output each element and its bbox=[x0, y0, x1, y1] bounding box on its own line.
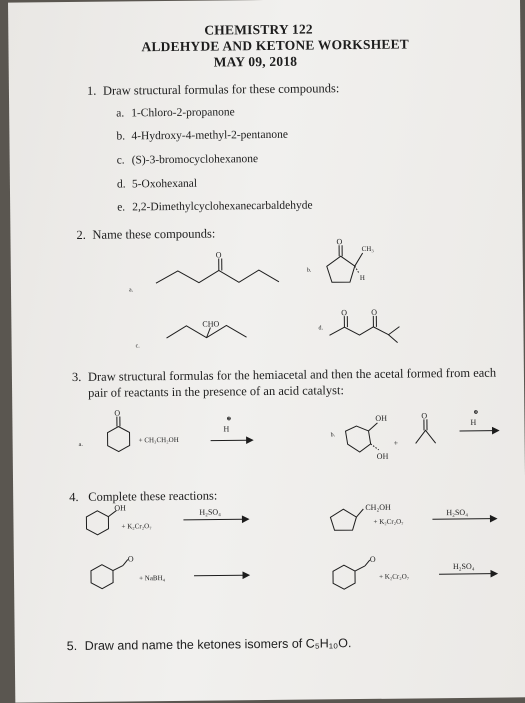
q1-item-text: (S)-3-bromocyclohexanone bbox=[132, 153, 259, 166]
q4-r4-arrow bbox=[439, 571, 497, 578]
q5-number: 5. bbox=[67, 639, 78, 653]
q3a-arrow bbox=[211, 437, 253, 443]
q4-r4-cyclohexane-structure bbox=[333, 560, 370, 589]
q2-number: 2. bbox=[76, 228, 86, 243]
q1-item-label: e. bbox=[117, 201, 125, 213]
q4-r1-acid: H₂SO₄ bbox=[199, 507, 221, 516]
q1-item-text: 5-Oxohexanal bbox=[132, 178, 197, 191]
q2c-aldehyde-group: CHO bbox=[202, 319, 219, 328]
q4-r4-acid: H₂SO₄ bbox=[453, 562, 475, 571]
worksheet-date: MAY 09, 2018 bbox=[214, 54, 298, 71]
q1-item-label: c. bbox=[117, 154, 125, 166]
q3b-diol-structure bbox=[345, 423, 378, 452]
q1-number: 1. bbox=[87, 84, 97, 99]
q3b-oxygen: O bbox=[421, 411, 427, 420]
q1-item-label: a. bbox=[116, 107, 124, 119]
course-title: CHEMISTRY 122 bbox=[204, 21, 313, 38]
q2a-oxygen: O bbox=[216, 250, 222, 259]
q2d-oxygen-2: O bbox=[371, 308, 377, 317]
q4-r2-acid: H₂SO₄ bbox=[446, 508, 468, 517]
q2a-ketone-structure bbox=[156, 258, 279, 283]
q3b-charge: ⊕ bbox=[473, 410, 478, 416]
q3-prompt-line1: Draw structural formulas for the hemiacetal and then the acetal formed from each bbox=[88, 366, 496, 385]
q3b-label: b. bbox=[331, 432, 336, 438]
q3-number: 3. bbox=[72, 370, 82, 385]
worksheet-title: ALDEHYDE AND KETONE WORKSHEET bbox=[141, 36, 409, 55]
q2b-methyl: CH₃ bbox=[362, 245, 375, 253]
q4-r4-oxygen: O bbox=[370, 555, 376, 564]
q4-r2-reagent: + K₂Cr₂O₇ bbox=[373, 518, 404, 526]
q4-r1-cyclohexanol-structure bbox=[86, 511, 116, 535]
q2b-hydrogen: H bbox=[360, 274, 365, 282]
q2b-oxygen: O bbox=[336, 237, 342, 246]
q3b-plus: + bbox=[394, 439, 399, 448]
q2b-cyclopentanone-structure bbox=[327, 245, 363, 282]
q3a-label: a. bbox=[79, 442, 84, 448]
q5-text: Draw and name the ketones isomers of C₅H₁₀O. bbox=[85, 636, 352, 653]
q3-prompt-line2: pair of reactants in the presence of an acid catalyst: bbox=[88, 383, 344, 401]
worksheet-page bbox=[8, 0, 525, 703]
q1-item-label: b. bbox=[116, 130, 125, 142]
q1-item-text: 4-Hydroxy-4-methyl-2-pentanone bbox=[131, 129, 288, 143]
q4-r2-hydroxymethyl: CH₂OH bbox=[365, 503, 391, 512]
q4-r1-hydroxyl: OH bbox=[114, 503, 126, 512]
q4-r1-reagent: + K₂Cr₂O₇ bbox=[121, 522, 152, 530]
q1-item-text: 2,2-Dimethylcyclohexanecarbaldehyde bbox=[132, 200, 313, 214]
q3b-catalyst: H bbox=[470, 418, 476, 427]
q3b-acetone-structure bbox=[415, 419, 435, 443]
q3b-hydroxyl-1: OH bbox=[375, 414, 387, 423]
q2b-label: b. bbox=[307, 268, 312, 274]
q1-prompt: Draw structural formulas for these compounds: bbox=[103, 81, 340, 98]
q4-r3-arrow bbox=[194, 572, 249, 579]
q4-r3-reagent: + NaBH₄ bbox=[139, 574, 166, 582]
q3a-reagent: + CH₃CH₂OH bbox=[139, 436, 179, 444]
q2a-label: a. bbox=[129, 287, 134, 293]
q4-r1-arrow bbox=[183, 516, 248, 523]
q4-number: 4. bbox=[69, 490, 79, 505]
q4-r4-reagent: + K₂Cr₂O₇ bbox=[379, 573, 410, 581]
q3a-charge: ⊕ bbox=[226, 416, 231, 422]
q3b-arrow bbox=[459, 428, 498, 434]
q1-item-label: d. bbox=[117, 178, 126, 190]
q3a-oxygen: O bbox=[114, 409, 120, 418]
q2-prompt: Name these compounds: bbox=[92, 227, 215, 243]
q1-item-text: 1-Chloro-2-propanone bbox=[131, 106, 235, 119]
q3a-catalyst: H bbox=[223, 424, 229, 433]
q4-r3-cyclohexane-structure bbox=[91, 559, 128, 588]
q4-r2-cyclopentyl-structure bbox=[330, 509, 363, 530]
q4-r3-oxygen: O bbox=[128, 554, 134, 563]
q3a-cyclohexanone-structure bbox=[107, 416, 129, 451]
q3b-hydroxyl-2: OH bbox=[377, 452, 389, 461]
q2d-label: d. bbox=[318, 325, 323, 331]
q2c-label: c. bbox=[136, 343, 141, 349]
q2d-oxygen-1: O bbox=[341, 308, 347, 317]
q2d-diketone-structure bbox=[329, 316, 399, 344]
structures-canvas bbox=[8, 0, 525, 703]
q4-prompt: Complete these reactions: bbox=[88, 489, 217, 505]
